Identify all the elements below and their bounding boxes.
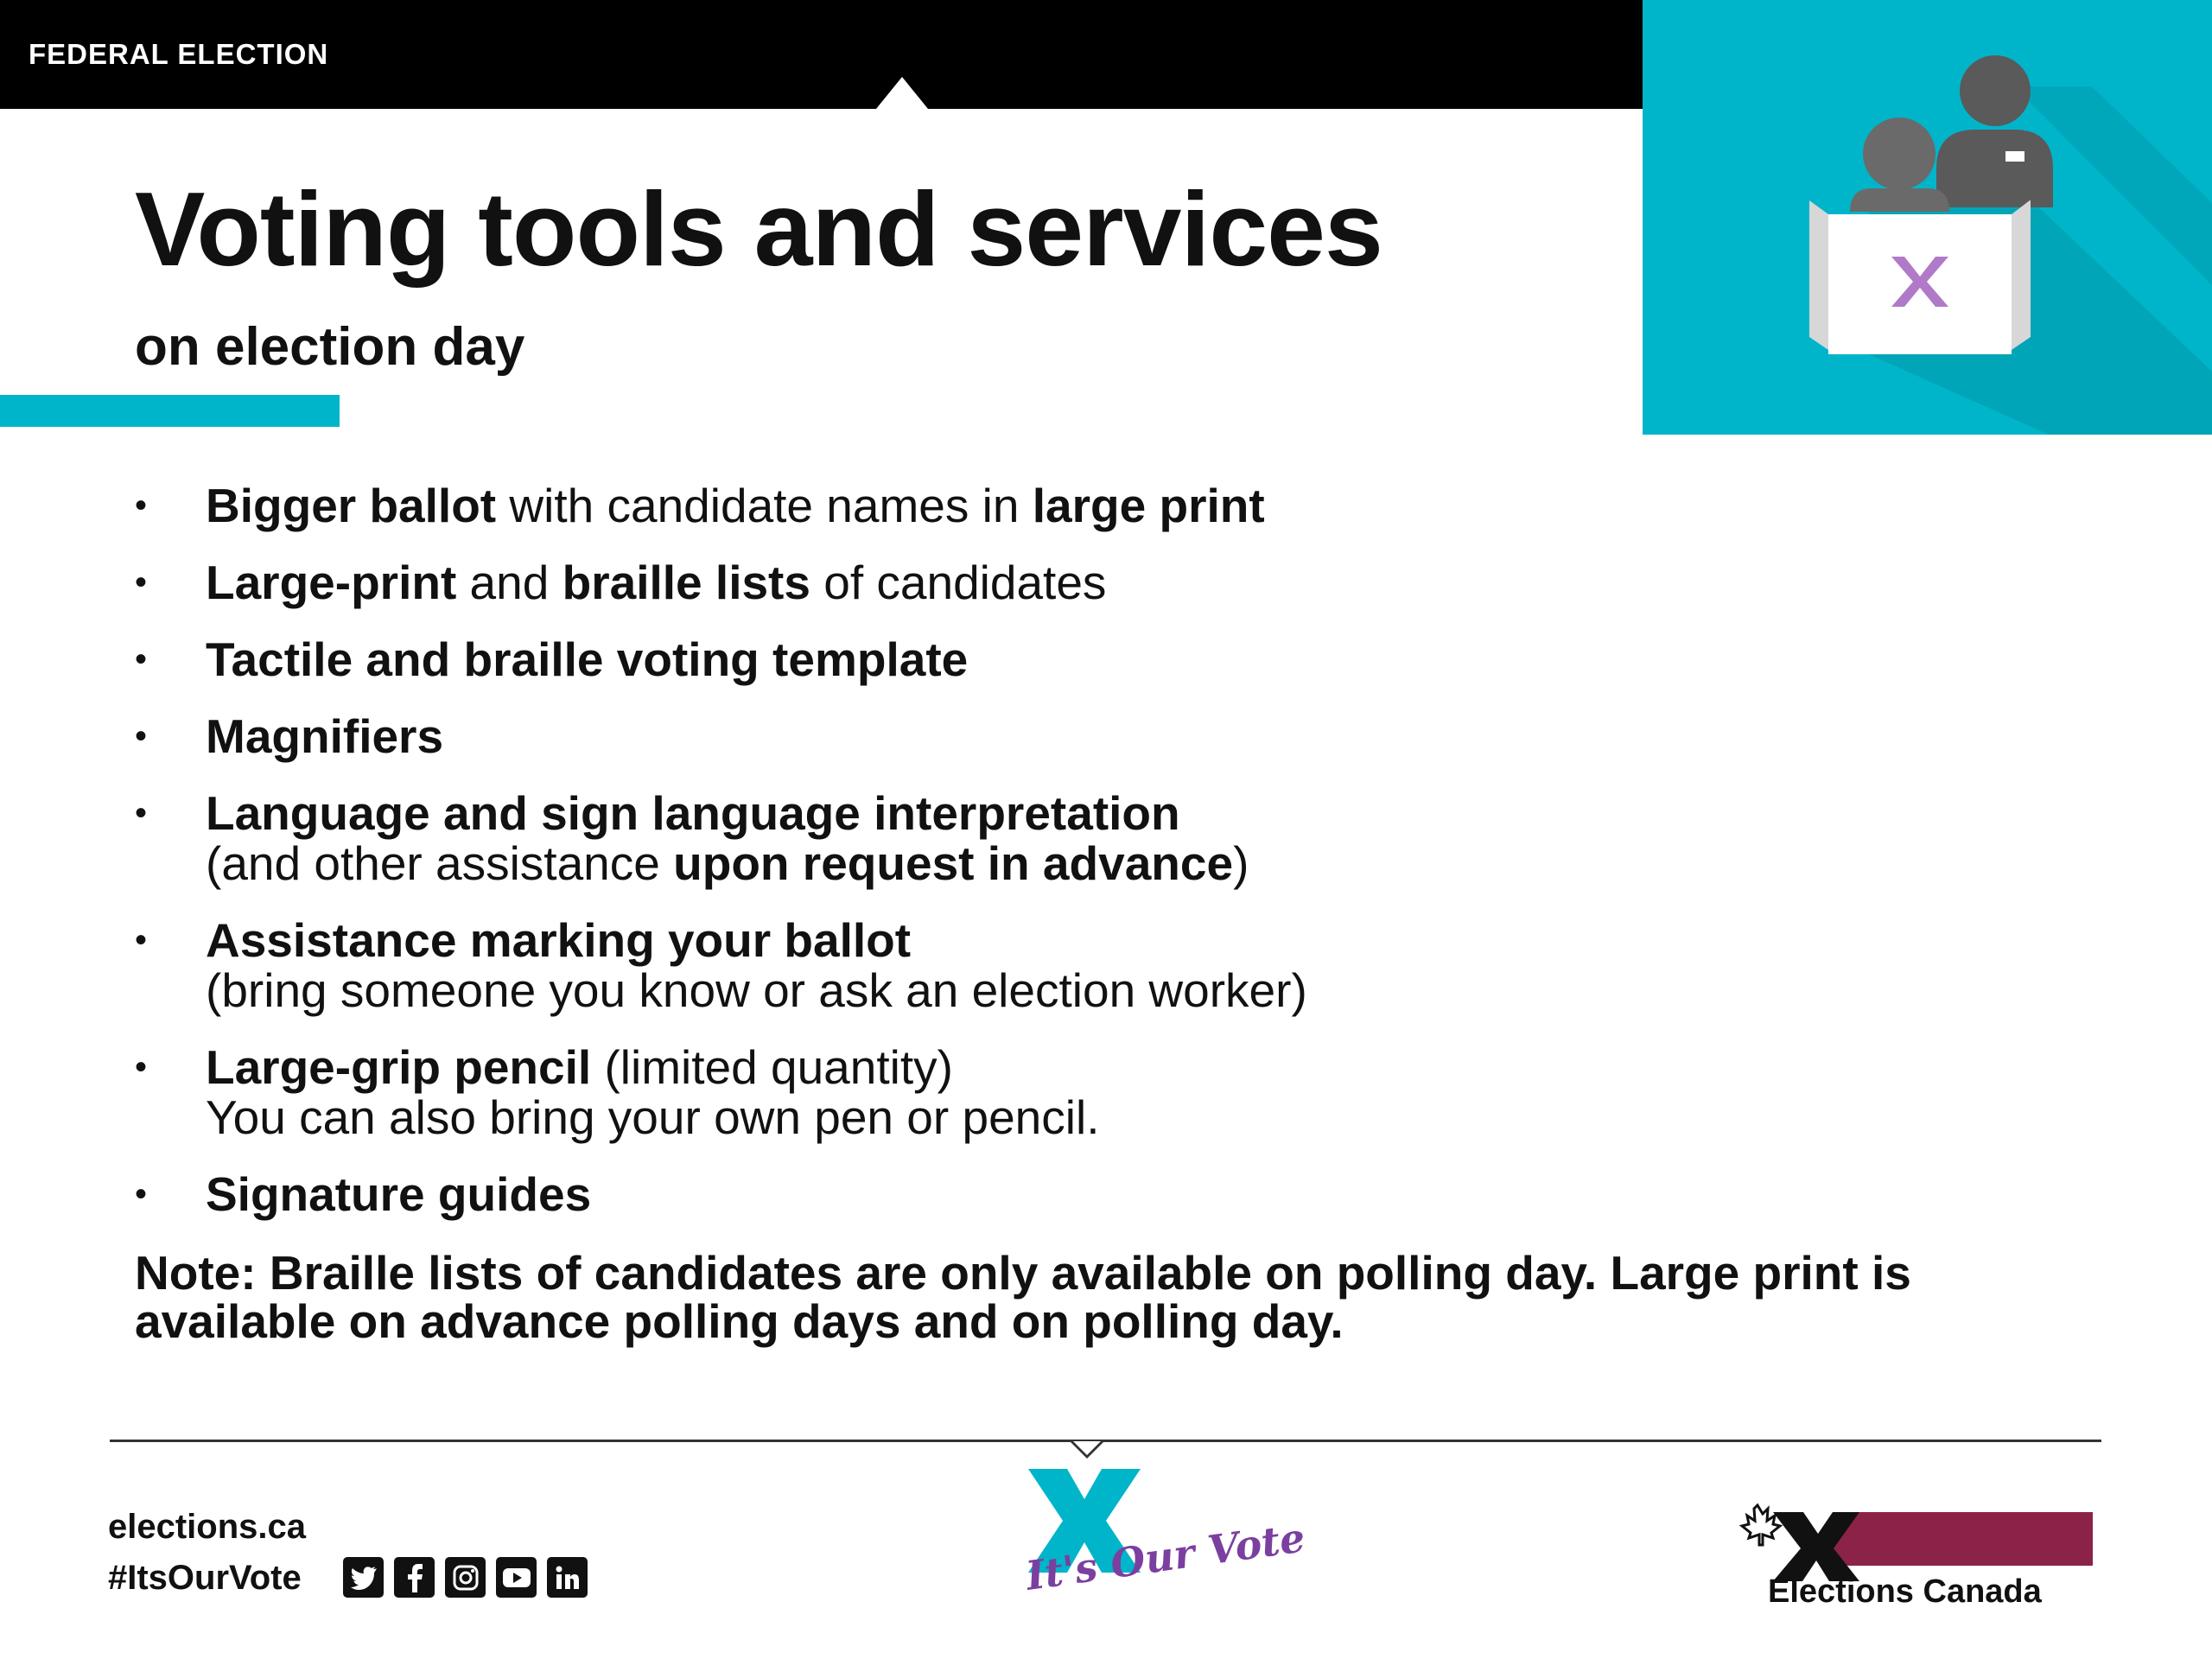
text-run: Large-print — [206, 556, 457, 609]
text-run: Tactile and braille voting template — [206, 632, 969, 686]
bullet-marker: • — [135, 563, 148, 601]
text-run: Signature guides — [206, 1167, 592, 1221]
facebook-icon[interactable] — [394, 1557, 435, 1598]
note-text: Note: Braille lists of candidates are only available on polling day. Large print is available on advance polling days and on polling day. — [135, 1246, 1911, 1348]
text-run: and — [456, 556, 563, 609]
list-item — [135, 480, 1993, 531]
text-run: (limited quantity) — [591, 1040, 953, 1094]
list-item — [135, 634, 1993, 684]
bullet-marker: • — [135, 921, 148, 959]
text-run: upon request in advance — [673, 836, 1234, 890]
list-item-line1 — [206, 788, 1993, 838]
text-run: Bigger ballot — [206, 479, 497, 532]
text-run: Magnifiers — [206, 709, 444, 763]
text-run: You can also bring your own pen or pencil. — [206, 1090, 1100, 1144]
list-item — [135, 1042, 1993, 1142]
site-link[interactable]: elections.ca — [108, 1508, 307, 1546]
list-item-line1 — [206, 1042, 1993, 1092]
list-item-line1 — [206, 480, 1993, 531]
bullet-marker: • — [135, 640, 148, 678]
header-notch — [876, 77, 928, 109]
header-label: FEDERAL ELECTION — [29, 38, 329, 70]
list-item-line1 — [206, 915, 1993, 965]
list-item — [135, 1169, 1993, 1219]
header-band — [0, 0, 1643, 109]
list-item — [135, 915, 1993, 1015]
list-item-line2 — [206, 1092, 1993, 1142]
bullet-marker: • — [135, 1048, 148, 1086]
bullet-marker: • — [135, 486, 148, 524]
its-our-vote-text: It's Our Vote — [1023, 1514, 1308, 1599]
elections-canada-text: Elections Canada — [1768, 1573, 2042, 1610]
bullet-marker: • — [135, 1175, 148, 1213]
text-run: of candidates — [810, 556, 1107, 609]
text-run: (and other assistance — [206, 836, 674, 890]
youtube-icon[interactable] — [496, 1557, 537, 1598]
list-item — [135, 788, 1993, 888]
text-run: with candidate names in — [496, 479, 1033, 532]
hashtag: #ItsOurVote — [108, 1559, 302, 1597]
list-item — [135, 557, 1993, 607]
list-item — [135, 711, 1993, 761]
services-list — [135, 480, 1993, 1246]
page-subtitle: on election day — [135, 317, 525, 377]
its-our-vote-logo — [1020, 1460, 1308, 1611]
list-item-line2 — [206, 965, 1993, 1015]
bullet-marker: • — [135, 717, 148, 755]
list-item-line1 — [206, 557, 1993, 607]
list-item-line2 — [206, 838, 1993, 888]
accent-bar — [0, 395, 340, 427]
page-title: Voting tools and services — [135, 170, 1382, 288]
list-item-line1 — [206, 634, 1993, 684]
text-run: large print — [1032, 479, 1265, 532]
bullet-marker: • — [135, 794, 148, 832]
elections-canada-logo — [1738, 1495, 2101, 1611]
text-run: Assistance marking your ballot — [206, 913, 912, 967]
linkedin-icon[interactable] — [547, 1557, 588, 1598]
footer-notch-inner — [1073, 1441, 1101, 1455]
text-run: braille lists — [562, 556, 810, 609]
text-run: Large-grip pencil — [206, 1040, 592, 1094]
text-run: ) — [1233, 836, 1249, 890]
twitter-icon[interactable] — [343, 1557, 384, 1598]
ballot-box-illustration — [1643, 0, 2212, 435]
text-run: Language and sign language interpretation — [206, 786, 1180, 840]
list-item-line1 — [206, 711, 1993, 761]
text-run: (bring someone you know or ask an election worker) — [206, 963, 1307, 1017]
instagram-icon[interactable] — [445, 1557, 486, 1598]
list-item-line1 — [206, 1169, 1993, 1219]
footer-divider — [110, 1440, 2101, 1442]
social-icons — [343, 1557, 588, 1598]
